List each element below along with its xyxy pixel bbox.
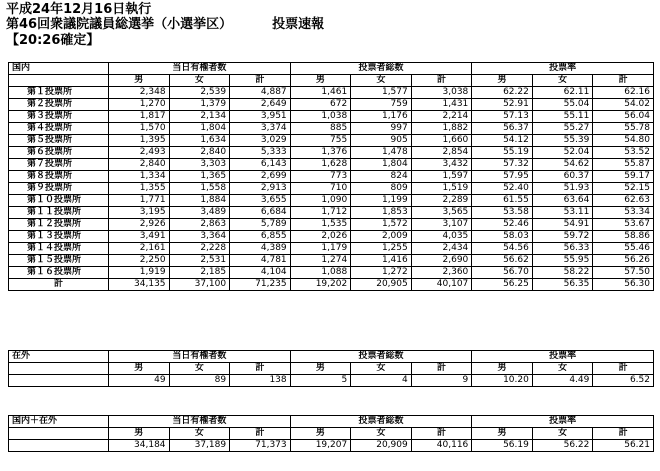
report-type: 投票速報 bbox=[272, 17, 325, 32]
female-header: 女 bbox=[169, 363, 230, 375]
total-label: 計 bbox=[9, 279, 109, 291]
eligible-total: 4,104 bbox=[230, 267, 291, 279]
group-eligible-header: 当日有権者数 bbox=[109, 351, 291, 363]
rate-male: 61.55 bbox=[472, 195, 533, 207]
eligible-male: 2,926 bbox=[109, 219, 170, 231]
voters-female: 1,572 bbox=[351, 219, 412, 231]
voters-total: 2,690 bbox=[411, 255, 472, 267]
polling-station-name: 第５投票所 bbox=[9, 135, 109, 147]
voters-male: 1,179 bbox=[290, 243, 351, 255]
rate-male: 57.95 bbox=[472, 171, 533, 183]
rate-female: 55.11 bbox=[532, 111, 593, 123]
polling-station-name: 第１２投票所 bbox=[9, 219, 109, 231]
voters-male: 1,090 bbox=[290, 195, 351, 207]
group-rate-header: 投票率 bbox=[472, 63, 654, 75]
rate-total: 54.80 bbox=[593, 135, 654, 147]
eligible-female: 2,840 bbox=[169, 147, 230, 159]
eligible-female: 2,185 bbox=[169, 267, 230, 279]
section-label-overseas: 在外 bbox=[9, 351, 109, 363]
rate-total: 56.21 bbox=[593, 440, 654, 452]
eligible-male: 1,355 bbox=[109, 183, 170, 195]
voters-female: 1,272 bbox=[351, 267, 412, 279]
rate-female: 63.64 bbox=[532, 195, 593, 207]
polling-station-name: 第１５投票所 bbox=[9, 255, 109, 267]
eligible-female: 3,364 bbox=[169, 231, 230, 243]
overseas-header-row bbox=[9, 351, 654, 363]
voters-male: 1,628 bbox=[290, 159, 351, 171]
rate-total: 56.30 bbox=[593, 279, 654, 291]
eligible-male: 49 bbox=[109, 375, 170, 387]
eligible-male: 1,570 bbox=[109, 123, 170, 135]
eligible-male: 2,493 bbox=[109, 147, 170, 159]
voters-total: 2,360 bbox=[411, 267, 472, 279]
group-rate-header: 投票率 bbox=[472, 416, 654, 428]
polling-station-row bbox=[9, 219, 654, 231]
combined-header-row bbox=[9, 416, 654, 428]
eligible-female: 1,379 bbox=[169, 99, 230, 111]
rate-female: 56.35 bbox=[532, 279, 593, 291]
blank-cell bbox=[9, 363, 109, 375]
eligible-total: 4,389 bbox=[230, 243, 291, 255]
rate-male: 62.22 bbox=[472, 87, 533, 99]
voters-male: 1,274 bbox=[290, 255, 351, 267]
rate-female: 60.37 bbox=[532, 171, 593, 183]
eligible-female: 2,228 bbox=[169, 243, 230, 255]
polling-station-row bbox=[9, 183, 654, 195]
eligible-male: 1,334 bbox=[109, 171, 170, 183]
polling-station-row bbox=[9, 267, 654, 279]
eligible-total: 6,143 bbox=[230, 159, 291, 171]
voters-male: 710 bbox=[290, 183, 351, 195]
male-header: 男 bbox=[472, 75, 533, 87]
rate-male: 56.19 bbox=[472, 440, 533, 452]
eligible-female: 89 bbox=[169, 375, 230, 387]
voters-female: 809 bbox=[351, 183, 412, 195]
voters-female: 2,009 bbox=[351, 231, 412, 243]
voters-male: 2,026 bbox=[290, 231, 351, 243]
voters-male: 1,376 bbox=[290, 147, 351, 159]
polling-station-name: 第３投票所 bbox=[9, 111, 109, 123]
polling-station-name: 第１投票所 bbox=[9, 87, 109, 99]
rate-total: 62.16 bbox=[593, 87, 654, 99]
eligible-total: 3,655 bbox=[230, 195, 291, 207]
group-eligible-header: 当日有権者数 bbox=[109, 416, 291, 428]
rate-female: 56.33 bbox=[532, 243, 593, 255]
blank-cell bbox=[9, 75, 109, 87]
voters-female: 1,255 bbox=[351, 243, 412, 255]
group-voters-header: 投票者総数 bbox=[290, 351, 472, 363]
rate-total: 57.50 bbox=[593, 267, 654, 279]
rate-male: 56.70 bbox=[472, 267, 533, 279]
voters-total: 1,882 bbox=[411, 123, 472, 135]
eligible-male: 1,270 bbox=[109, 99, 170, 111]
female-header: 女 bbox=[351, 75, 412, 87]
rate-female: 52.04 bbox=[532, 147, 593, 159]
rate-total: 53.52 bbox=[593, 147, 654, 159]
rate-female: 53.11 bbox=[532, 207, 593, 219]
eligible-total: 3,374 bbox=[230, 123, 291, 135]
rate-female: 55.27 bbox=[532, 123, 593, 135]
voters-total: 2,434 bbox=[411, 243, 472, 255]
rate-male: 54.12 bbox=[472, 135, 533, 147]
eligible-male: 1,817 bbox=[109, 111, 170, 123]
polling-station-row bbox=[9, 255, 654, 267]
eligible-total: 5,789 bbox=[230, 219, 291, 231]
female-header: 女 bbox=[532, 363, 593, 375]
rate-female: 59.72 bbox=[532, 231, 593, 243]
rate-male: 52.40 bbox=[472, 183, 533, 195]
overseas-table bbox=[8, 350, 654, 387]
polling-station-row bbox=[9, 123, 654, 135]
polling-station-row bbox=[9, 159, 654, 171]
polling-station-row bbox=[9, 135, 654, 147]
total-header: 計 bbox=[230, 428, 291, 440]
election-title bbox=[6, 18, 324, 32]
eligible-male: 1,771 bbox=[109, 195, 170, 207]
polling-station-row bbox=[9, 147, 654, 159]
eligible-male: 34,184 bbox=[109, 440, 170, 452]
rate-total: 56.04 bbox=[593, 111, 654, 123]
voters-female: 1,804 bbox=[351, 159, 412, 171]
eligible-female: 1,558 bbox=[169, 183, 230, 195]
rate-male: 56.25 bbox=[472, 279, 533, 291]
voters-total: 3,565 bbox=[411, 207, 472, 219]
rate-total: 59.17 bbox=[593, 171, 654, 183]
rate-female: 62.11 bbox=[532, 87, 593, 99]
eligible-female: 1,365 bbox=[169, 171, 230, 183]
rate-female: 54.91 bbox=[532, 219, 593, 231]
voters-male: 1,038 bbox=[290, 111, 351, 123]
rate-total: 55.46 bbox=[593, 243, 654, 255]
voters-male: 1,088 bbox=[290, 267, 351, 279]
rate-male: 56.37 bbox=[472, 123, 533, 135]
total-header: 計 bbox=[593, 363, 654, 375]
election-date: 平成24年12月16日執行 bbox=[6, 2, 152, 17]
male-header: 男 bbox=[109, 363, 170, 375]
voters-total: 1,660 bbox=[411, 135, 472, 147]
voters-total: 3,038 bbox=[411, 87, 472, 99]
group-voters-header: 投票者総数 bbox=[290, 63, 472, 75]
voters-total: 3,432 bbox=[411, 159, 472, 171]
total-header: 計 bbox=[411, 75, 472, 87]
eligible-female: 37,189 bbox=[169, 440, 230, 452]
voters-female: 997 bbox=[351, 123, 412, 135]
voters-female: 1,577 bbox=[351, 87, 412, 99]
polling-station-row bbox=[9, 195, 654, 207]
section-label-combined: 国内＋在外 bbox=[9, 416, 109, 428]
polling-station-name: 第１４投票所 bbox=[9, 243, 109, 255]
polling-station-name: 第６投票所 bbox=[9, 147, 109, 159]
eligible-male: 2,840 bbox=[109, 159, 170, 171]
rate-male: 55.19 bbox=[472, 147, 533, 159]
polling-station-row bbox=[9, 243, 654, 255]
voters-male: 5 bbox=[290, 375, 351, 387]
blank-cell bbox=[9, 428, 109, 440]
election-name: 第46回衆議院議員総選挙（小選挙区） bbox=[6, 17, 233, 32]
eligible-total: 4,781 bbox=[230, 255, 291, 267]
rate-female: 55.04 bbox=[532, 99, 593, 111]
rate-female: 55.95 bbox=[532, 255, 593, 267]
female-header: 女 bbox=[532, 75, 593, 87]
eligible-female: 2,134 bbox=[169, 111, 230, 123]
voters-female: 1,478 bbox=[351, 147, 412, 159]
eligible-total: 3,029 bbox=[230, 135, 291, 147]
voters-male: 885 bbox=[290, 123, 351, 135]
eligible-total: 6,684 bbox=[230, 207, 291, 219]
female-header: 女 bbox=[532, 428, 593, 440]
voters-female: 905 bbox=[351, 135, 412, 147]
eligible-total: 71,373 bbox=[230, 440, 291, 452]
eligible-female: 1,634 bbox=[169, 135, 230, 147]
voters-male: 1,712 bbox=[290, 207, 351, 219]
eligible-male: 2,250 bbox=[109, 255, 170, 267]
eligible-female: 2,539 bbox=[169, 87, 230, 99]
rate-total: 56.26 bbox=[593, 255, 654, 267]
section-label-domestic: 国内 bbox=[9, 63, 109, 75]
combined-subheader-row bbox=[9, 428, 654, 440]
eligible-total: 3,951 bbox=[230, 111, 291, 123]
rate-male: 52.91 bbox=[472, 99, 533, 111]
combined-data-row bbox=[9, 440, 654, 452]
total-header: 計 bbox=[411, 363, 472, 375]
rate-total: 55.87 bbox=[593, 159, 654, 171]
polling-station-name: 第７投票所 bbox=[9, 159, 109, 171]
rate-male: 56.62 bbox=[472, 255, 533, 267]
voters-total: 1,597 bbox=[411, 171, 472, 183]
voters-total: 2,854 bbox=[411, 147, 472, 159]
polling-station-name: 第２投票所 bbox=[9, 99, 109, 111]
polling-station-row bbox=[9, 207, 654, 219]
eligible-male: 34,135 bbox=[109, 279, 170, 291]
polling-station-name: 第１６投票所 bbox=[9, 267, 109, 279]
voters-total: 2,214 bbox=[411, 111, 472, 123]
polling-station-row bbox=[9, 111, 654, 123]
rate-total: 52.15 bbox=[593, 183, 654, 195]
voters-total: 1,431 bbox=[411, 99, 472, 111]
female-header: 女 bbox=[169, 428, 230, 440]
voters-female: 4 bbox=[351, 375, 412, 387]
rate-total: 58.86 bbox=[593, 231, 654, 243]
rate-male: 52.46 bbox=[472, 219, 533, 231]
overseas-subheader-row bbox=[9, 363, 654, 375]
rate-total: 6.52 bbox=[593, 375, 654, 387]
eligible-male: 1,395 bbox=[109, 135, 170, 147]
rate-male: 54.56 bbox=[472, 243, 533, 255]
voters-female: 824 bbox=[351, 171, 412, 183]
voters-male: 1,461 bbox=[290, 87, 351, 99]
total-header: 計 bbox=[593, 428, 654, 440]
polling-station-row bbox=[9, 171, 654, 183]
voters-total: 4,035 bbox=[411, 231, 472, 243]
total-header: 計 bbox=[230, 75, 291, 87]
eligible-female: 1,804 bbox=[169, 123, 230, 135]
group-rate-header: 投票率 bbox=[472, 351, 654, 363]
polling-station-row bbox=[9, 87, 654, 99]
eligible-male: 2,161 bbox=[109, 243, 170, 255]
eligible-male: 3,195 bbox=[109, 207, 170, 219]
eligible-total: 138 bbox=[230, 375, 291, 387]
voters-male: 19,202 bbox=[290, 279, 351, 291]
female-header: 女 bbox=[169, 75, 230, 87]
confirmed-time: 【20:26確定】 bbox=[6, 33, 100, 48]
voters-male: 19,207 bbox=[290, 440, 351, 452]
blank-cell bbox=[9, 375, 109, 387]
total-header: 計 bbox=[593, 75, 654, 87]
polling-station-row bbox=[9, 99, 654, 111]
voters-total: 40,116 bbox=[411, 440, 472, 452]
voters-male: 1,535 bbox=[290, 219, 351, 231]
eligible-total: 4,887 bbox=[230, 87, 291, 99]
eligible-female: 2,531 bbox=[169, 255, 230, 267]
eligible-total: 2,699 bbox=[230, 171, 291, 183]
male-header: 男 bbox=[290, 75, 351, 87]
male-header: 男 bbox=[290, 428, 351, 440]
blank-cell bbox=[9, 440, 109, 452]
male-header: 男 bbox=[472, 363, 533, 375]
rate-female: 56.22 bbox=[532, 440, 593, 452]
group-voters-header: 投票者総数 bbox=[290, 416, 472, 428]
male-header: 男 bbox=[472, 428, 533, 440]
voters-female: 1,199 bbox=[351, 195, 412, 207]
combined-table bbox=[8, 415, 654, 452]
voters-total: 40,107 bbox=[411, 279, 472, 291]
eligible-male: 3,491 bbox=[109, 231, 170, 243]
rate-male: 58.03 bbox=[472, 231, 533, 243]
voters-female: 1,176 bbox=[351, 111, 412, 123]
voters-total: 9 bbox=[411, 375, 472, 387]
overseas-data-row bbox=[9, 375, 654, 387]
voters-male: 773 bbox=[290, 171, 351, 183]
eligible-male: 1,919 bbox=[109, 267, 170, 279]
voters-total: 2,289 bbox=[411, 195, 472, 207]
polling-station-name: 第１３投票所 bbox=[9, 231, 109, 243]
polling-station-name: 第４投票所 bbox=[9, 123, 109, 135]
eligible-total: 2,649 bbox=[230, 99, 291, 111]
eligible-female: 37,100 bbox=[169, 279, 230, 291]
group-eligible-header: 当日有権者数 bbox=[109, 63, 291, 75]
rate-male: 10.20 bbox=[472, 375, 533, 387]
rate-male: 57.32 bbox=[472, 159, 533, 171]
voters-female: 1,416 bbox=[351, 255, 412, 267]
rate-female: 54.62 bbox=[532, 159, 593, 171]
eligible-female: 1,884 bbox=[169, 195, 230, 207]
rate-female: 51.93 bbox=[532, 183, 593, 195]
voters-female: 20,909 bbox=[351, 440, 412, 452]
voters-female: 759 bbox=[351, 99, 412, 111]
female-header: 女 bbox=[351, 363, 412, 375]
domestic-total-row bbox=[9, 279, 654, 291]
total-header: 計 bbox=[230, 363, 291, 375]
rate-female: 58.22 bbox=[532, 267, 593, 279]
rate-male: 57.13 bbox=[472, 111, 533, 123]
voters-male: 755 bbox=[290, 135, 351, 147]
polling-station-name: 第１０投票所 bbox=[9, 195, 109, 207]
male-header: 男 bbox=[290, 363, 351, 375]
rate-total: 53.67 bbox=[593, 219, 654, 231]
voters-male: 672 bbox=[290, 99, 351, 111]
rate-total: 53.34 bbox=[593, 207, 654, 219]
rate-male: 53.58 bbox=[472, 207, 533, 219]
polling-station-name: 第１１投票所 bbox=[9, 207, 109, 219]
polling-station-name: 第９投票所 bbox=[9, 183, 109, 195]
eligible-total: 71,235 bbox=[230, 279, 291, 291]
eligible-female: 2,863 bbox=[169, 219, 230, 231]
domestic-subheader-row bbox=[9, 75, 654, 87]
rate-total: 54.02 bbox=[593, 99, 654, 111]
rate-total: 55.78 bbox=[593, 123, 654, 135]
total-header: 計 bbox=[411, 428, 472, 440]
rate-female: 4.49 bbox=[532, 375, 593, 387]
eligible-female: 3,489 bbox=[169, 207, 230, 219]
eligible-total: 2,913 bbox=[230, 183, 291, 195]
voters-total: 1,519 bbox=[411, 183, 472, 195]
female-header: 女 bbox=[351, 428, 412, 440]
polling-station-row bbox=[9, 231, 654, 243]
eligible-total: 6,855 bbox=[230, 231, 291, 243]
domestic-header-row bbox=[9, 63, 654, 75]
domestic-table bbox=[8, 62, 654, 291]
male-header: 男 bbox=[109, 428, 170, 440]
rate-female: 55.39 bbox=[532, 135, 593, 147]
eligible-female: 3,303 bbox=[169, 159, 230, 171]
voters-total: 3,107 bbox=[411, 219, 472, 231]
polling-station-name: 第８投票所 bbox=[9, 171, 109, 183]
eligible-male: 2,348 bbox=[109, 87, 170, 99]
voters-female: 1,853 bbox=[351, 207, 412, 219]
male-header: 男 bbox=[109, 75, 170, 87]
rate-total: 62.63 bbox=[593, 195, 654, 207]
voters-female: 20,905 bbox=[351, 279, 412, 291]
eligible-total: 5,333 bbox=[230, 147, 291, 159]
